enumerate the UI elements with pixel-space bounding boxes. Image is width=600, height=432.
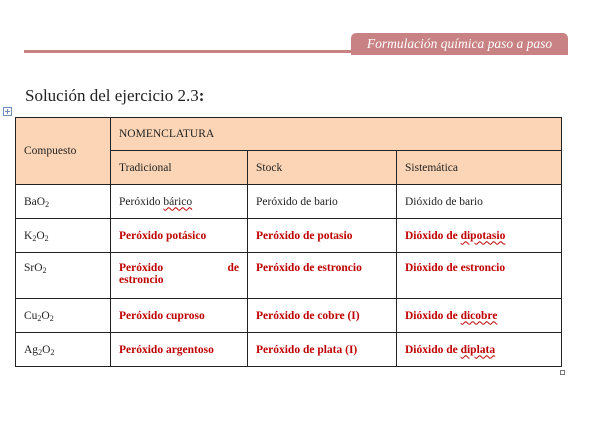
spellcheck-word: dicobre <box>460 309 498 322</box>
systematic-text: Dióxido de <box>405 229 461 242</box>
stock-cell: Peróxido de cobre (I) <box>248 299 397 333</box>
formula-subscript: 2 <box>38 347 43 357</box>
table-row <box>16 185 562 219</box>
systematic-text: Dióxido de <box>405 343 461 356</box>
formula-element: Sr <box>24 262 35 274</box>
systematic-cell <box>397 219 562 253</box>
formula-element: Ag <box>24 343 39 356</box>
spellcheck-word: dipotasio <box>460 229 506 242</box>
formula-subscript: 2 <box>50 347 55 357</box>
formula-cell <box>16 299 111 333</box>
systematic-text: Dióxido de <box>405 309 461 322</box>
formula-element: Ba <box>24 195 37 208</box>
systematic-cell: Dióxido de bario <box>397 185 562 219</box>
column-header-stock: Stock <box>248 151 397 185</box>
column-header-traditional: Tradicional <box>111 151 248 185</box>
stock-cell: Peróxido de estroncio <box>248 253 397 299</box>
stock-cell: Peróxido de bario <box>248 185 397 219</box>
formula-subscript: 2 <box>49 313 54 323</box>
page-title-text: Solución del ejercicio 2.3 <box>25 86 199 105</box>
formula-subscript: 2 <box>45 199 50 209</box>
traditional-text: Peróxido <box>119 262 164 274</box>
traditional-cell: Peróxido argentoso <box>111 333 248 367</box>
traditional-cell: Peróxido potásico <box>111 219 248 253</box>
table-row <box>16 333 562 367</box>
formula-element: O <box>42 343 51 356</box>
table-row <box>16 299 562 333</box>
header-rule <box>24 50 372 53</box>
formula-element: O <box>41 309 50 322</box>
formula-cell <box>16 253 111 299</box>
compound-header: Compuesto <box>16 118 111 185</box>
formula-subscript: 2 <box>44 233 49 243</box>
traditional-text: estroncio <box>119 274 164 286</box>
column-header-systematic: Sistemática <box>397 151 562 185</box>
nomenclature-header: NOMENCLATURA <box>111 118 562 151</box>
traditional-cell: Peróxido cuproso <box>111 299 248 333</box>
formula-subscript: 2 <box>42 266 47 275</box>
traditional-text: Peróxido <box>119 195 164 208</box>
formula-element: O <box>34 262 43 274</box>
table-row <box>16 219 562 253</box>
formula-cell <box>16 185 111 219</box>
table-resize-handle[interactable] <box>560 370 565 375</box>
stock-cell: Peróxido de plata (I) <box>248 333 397 367</box>
formula-element: O <box>36 229 45 242</box>
table-move-handle-icon[interactable] <box>3 107 12 116</box>
spellcheck-word: bárico <box>163 195 193 208</box>
traditional-cell <box>111 185 248 219</box>
traditional-cell <box>111 253 248 299</box>
page-title-colon: : <box>198 86 205 105</box>
traditional-text: de <box>227 262 239 274</box>
systematic-cell <box>397 333 562 367</box>
spellcheck-word: diplata <box>460 343 496 356</box>
formula-subscript: 2 <box>32 233 37 243</box>
formula-subscript: 2 <box>37 313 42 323</box>
formula-cell <box>16 219 111 253</box>
traditional-line <box>119 262 239 274</box>
formula-element: K <box>24 229 33 242</box>
page-title <box>25 86 204 106</box>
nomenclature-table <box>15 117 562 367</box>
formula-element: O <box>36 195 46 208</box>
header-title: Formulación química paso a paso <box>366 36 553 51</box>
systematic-cell <box>397 299 562 333</box>
formula-element: Cu <box>24 309 38 322</box>
formula-cell <box>16 333 111 367</box>
table-row <box>16 253 562 299</box>
stock-cell: Peróxido de potasio <box>248 219 397 253</box>
systematic-cell: Dióxido de estroncio <box>397 253 562 299</box>
